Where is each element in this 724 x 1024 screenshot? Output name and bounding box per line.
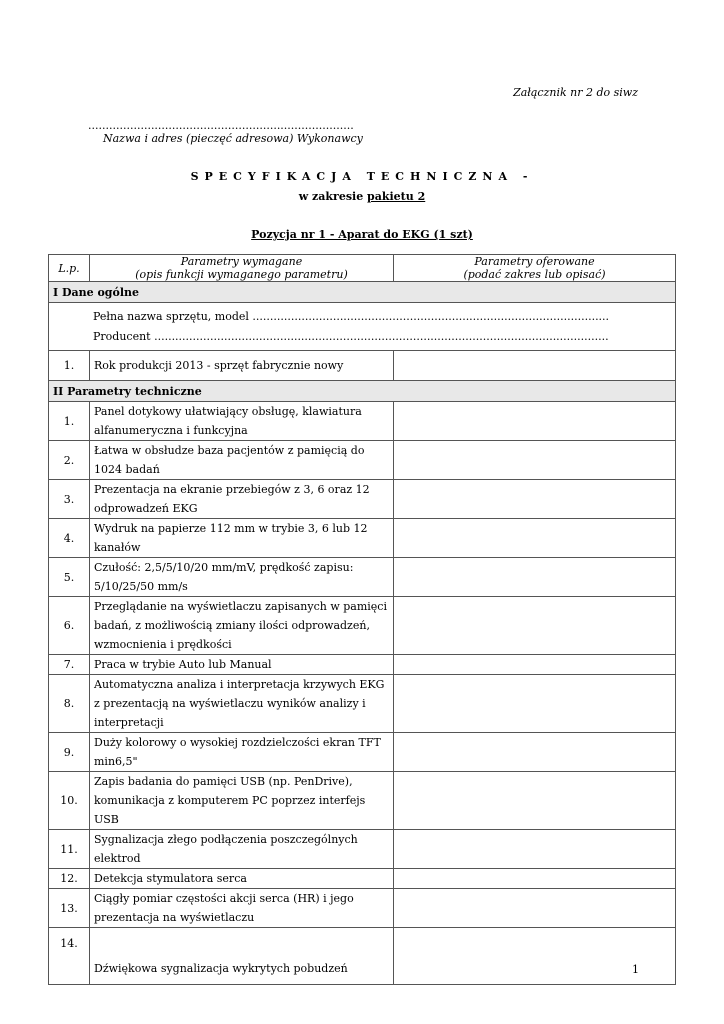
col-lp-header: L.p. xyxy=(49,255,90,282)
row-offered-value[interactable] xyxy=(394,597,676,655)
row-number: 10. xyxy=(49,772,90,830)
row-requirement: Duży kolorowy o wysokiej rozdzielczości ekran TFT min6,5" xyxy=(90,733,394,772)
producer-line: Producent .................................................................................................................................. xyxy=(93,329,609,343)
row-requirement: Łatwa w obsłudze baza pacjentów z pamięcią do 1024 badań xyxy=(90,441,394,480)
table-row xyxy=(49,558,676,597)
row-number: 14. xyxy=(49,928,90,985)
row-number: 9. xyxy=(49,733,90,772)
row-offered-value[interactable] xyxy=(394,480,676,519)
row-offered-value[interactable] xyxy=(394,733,676,772)
row-requirement: Detekcja stymulatora serca xyxy=(90,869,394,889)
table-row xyxy=(49,772,676,830)
section-general-label: I Dane ogólne xyxy=(49,282,676,303)
spec-scope xyxy=(0,190,724,203)
row-offered-value[interactable] xyxy=(394,558,676,597)
table-row xyxy=(49,480,676,519)
row-offered-value[interactable] xyxy=(394,351,676,381)
table-row xyxy=(49,519,676,558)
device-info-row xyxy=(49,303,676,351)
row-number: 4. xyxy=(49,519,90,558)
row-requirement: Panel dotykowy ułatwiający obsługę, klawiatura alfanumeryczna i funkcyjna xyxy=(90,402,394,441)
section-technical xyxy=(49,381,676,402)
row-requirement: Prezentacja na ekranie przebiegów z 3, 6 oraz 12 odprowadzeń EKG xyxy=(90,480,394,519)
col-required-header xyxy=(90,255,394,282)
row-number: 3. xyxy=(49,480,90,519)
row-offered-value[interactable] xyxy=(394,402,676,441)
table-header-row xyxy=(49,255,676,282)
table-row xyxy=(49,889,676,928)
scope-prefix: w zakresie xyxy=(298,190,368,203)
spec-table xyxy=(48,254,676,985)
section-technical-label: II Parametry techniczne xyxy=(49,381,676,402)
table-row xyxy=(49,441,676,480)
row-requirement: Praca w trybie Auto lub Manual xyxy=(90,655,394,675)
row-number: 8. xyxy=(49,675,90,733)
row-requirement: Przeglądanie na wyświetlaczu zapisanych w pamięci badań, z możliwością zmiany ilości odprowadzeń, wzmocnienia i prędkości xyxy=(90,597,394,655)
table-row xyxy=(49,830,676,869)
table-row xyxy=(49,402,676,441)
row-number: 13. xyxy=(49,889,90,928)
row-requirement: Zapis badania do pamięci USB (np. PenDrive), komunikacja z komputerem PC poprzez interfejs USB xyxy=(90,772,394,830)
row-requirement: Ciągły pomiar częstości akcji serca (HR) i jego prezentacja na wyświetlaczu xyxy=(90,889,394,928)
row-offered-value[interactable] xyxy=(394,519,676,558)
device-name-line: Pełna nazwa sprzętu, model ...................................................................................................... xyxy=(93,309,610,323)
contractor-label: Nazwa i adres (pieczęć adresowa) Wykonawcy xyxy=(103,132,363,145)
row-requirement: Sygnalizacja złego podłączenia poszczególnych elektrod xyxy=(90,830,394,869)
row-requirement: Automatyczna analiza i interpretacja krzywych EKG z prezentacją na wyświetlaczu wyników analizy i interpretacji xyxy=(90,675,394,733)
position-title: Pozycja nr 1 - Aparat do EKG (1 szt) xyxy=(251,228,473,241)
col-required-title: Parametry wymagane xyxy=(180,255,303,268)
table-row xyxy=(49,675,676,733)
row-requirement: Wydruk na papierze 112 mm w trybie 3, 6 lub 12 kanałów xyxy=(90,519,394,558)
table-row xyxy=(49,597,676,655)
table-row xyxy=(49,655,676,675)
row-offered-value[interactable] xyxy=(394,675,676,733)
col-offered-header xyxy=(394,255,676,282)
row-number: 7. xyxy=(49,655,90,675)
col-offered-subtitle: (podać zakres lub opisać) xyxy=(463,268,606,281)
row-offered-value[interactable] xyxy=(394,830,676,869)
row-number: 1. xyxy=(49,351,90,381)
scope-package: pakietu 2 xyxy=(367,190,426,203)
row-number: 5. xyxy=(49,558,90,597)
section-general xyxy=(49,282,676,303)
row-offered-value[interactable] xyxy=(394,869,676,889)
row-number: 2. xyxy=(49,441,90,480)
row-number: 1. xyxy=(49,402,90,441)
row-requirement: Rok produkcji 2013 - sprzęt fabrycznie nowy xyxy=(90,351,394,381)
table-row xyxy=(49,733,676,772)
device-info-cell xyxy=(49,303,676,351)
general-rows xyxy=(49,351,676,381)
row-offered-value[interactable] xyxy=(394,441,676,480)
page-number: 1 xyxy=(632,963,639,976)
spec-title: SPECYFIKACJA TECHNICZNA - xyxy=(190,170,534,183)
row-number: 12. xyxy=(49,869,90,889)
technical-rows xyxy=(49,402,676,985)
col-offered-title: Parametry oferowane xyxy=(474,255,595,268)
row-offered-value[interactable] xyxy=(394,655,676,675)
table-row xyxy=(49,869,676,889)
table-row xyxy=(49,928,676,985)
row-number: 11. xyxy=(49,830,90,869)
row-offered-value[interactable] xyxy=(394,772,676,830)
row-offered-value[interactable] xyxy=(394,889,676,928)
table-row xyxy=(49,351,676,381)
row-requirement: Czułość: 2,5/5/10/20 mm/mV, prędkość zapisu: 5/10/25/50 mm/s xyxy=(90,558,394,597)
attachment-label: Załącznik nr 2 do siwz xyxy=(513,86,638,99)
row-requirement: Dźwiękowa sygnalizacja wykrytych pobudzeń xyxy=(90,928,394,985)
col-required-subtitle: (opis funkcji wymaganego parametru) xyxy=(135,268,348,281)
contractor-dots: ............................................................................ xyxy=(88,119,354,132)
row-number: 6. xyxy=(49,597,90,655)
